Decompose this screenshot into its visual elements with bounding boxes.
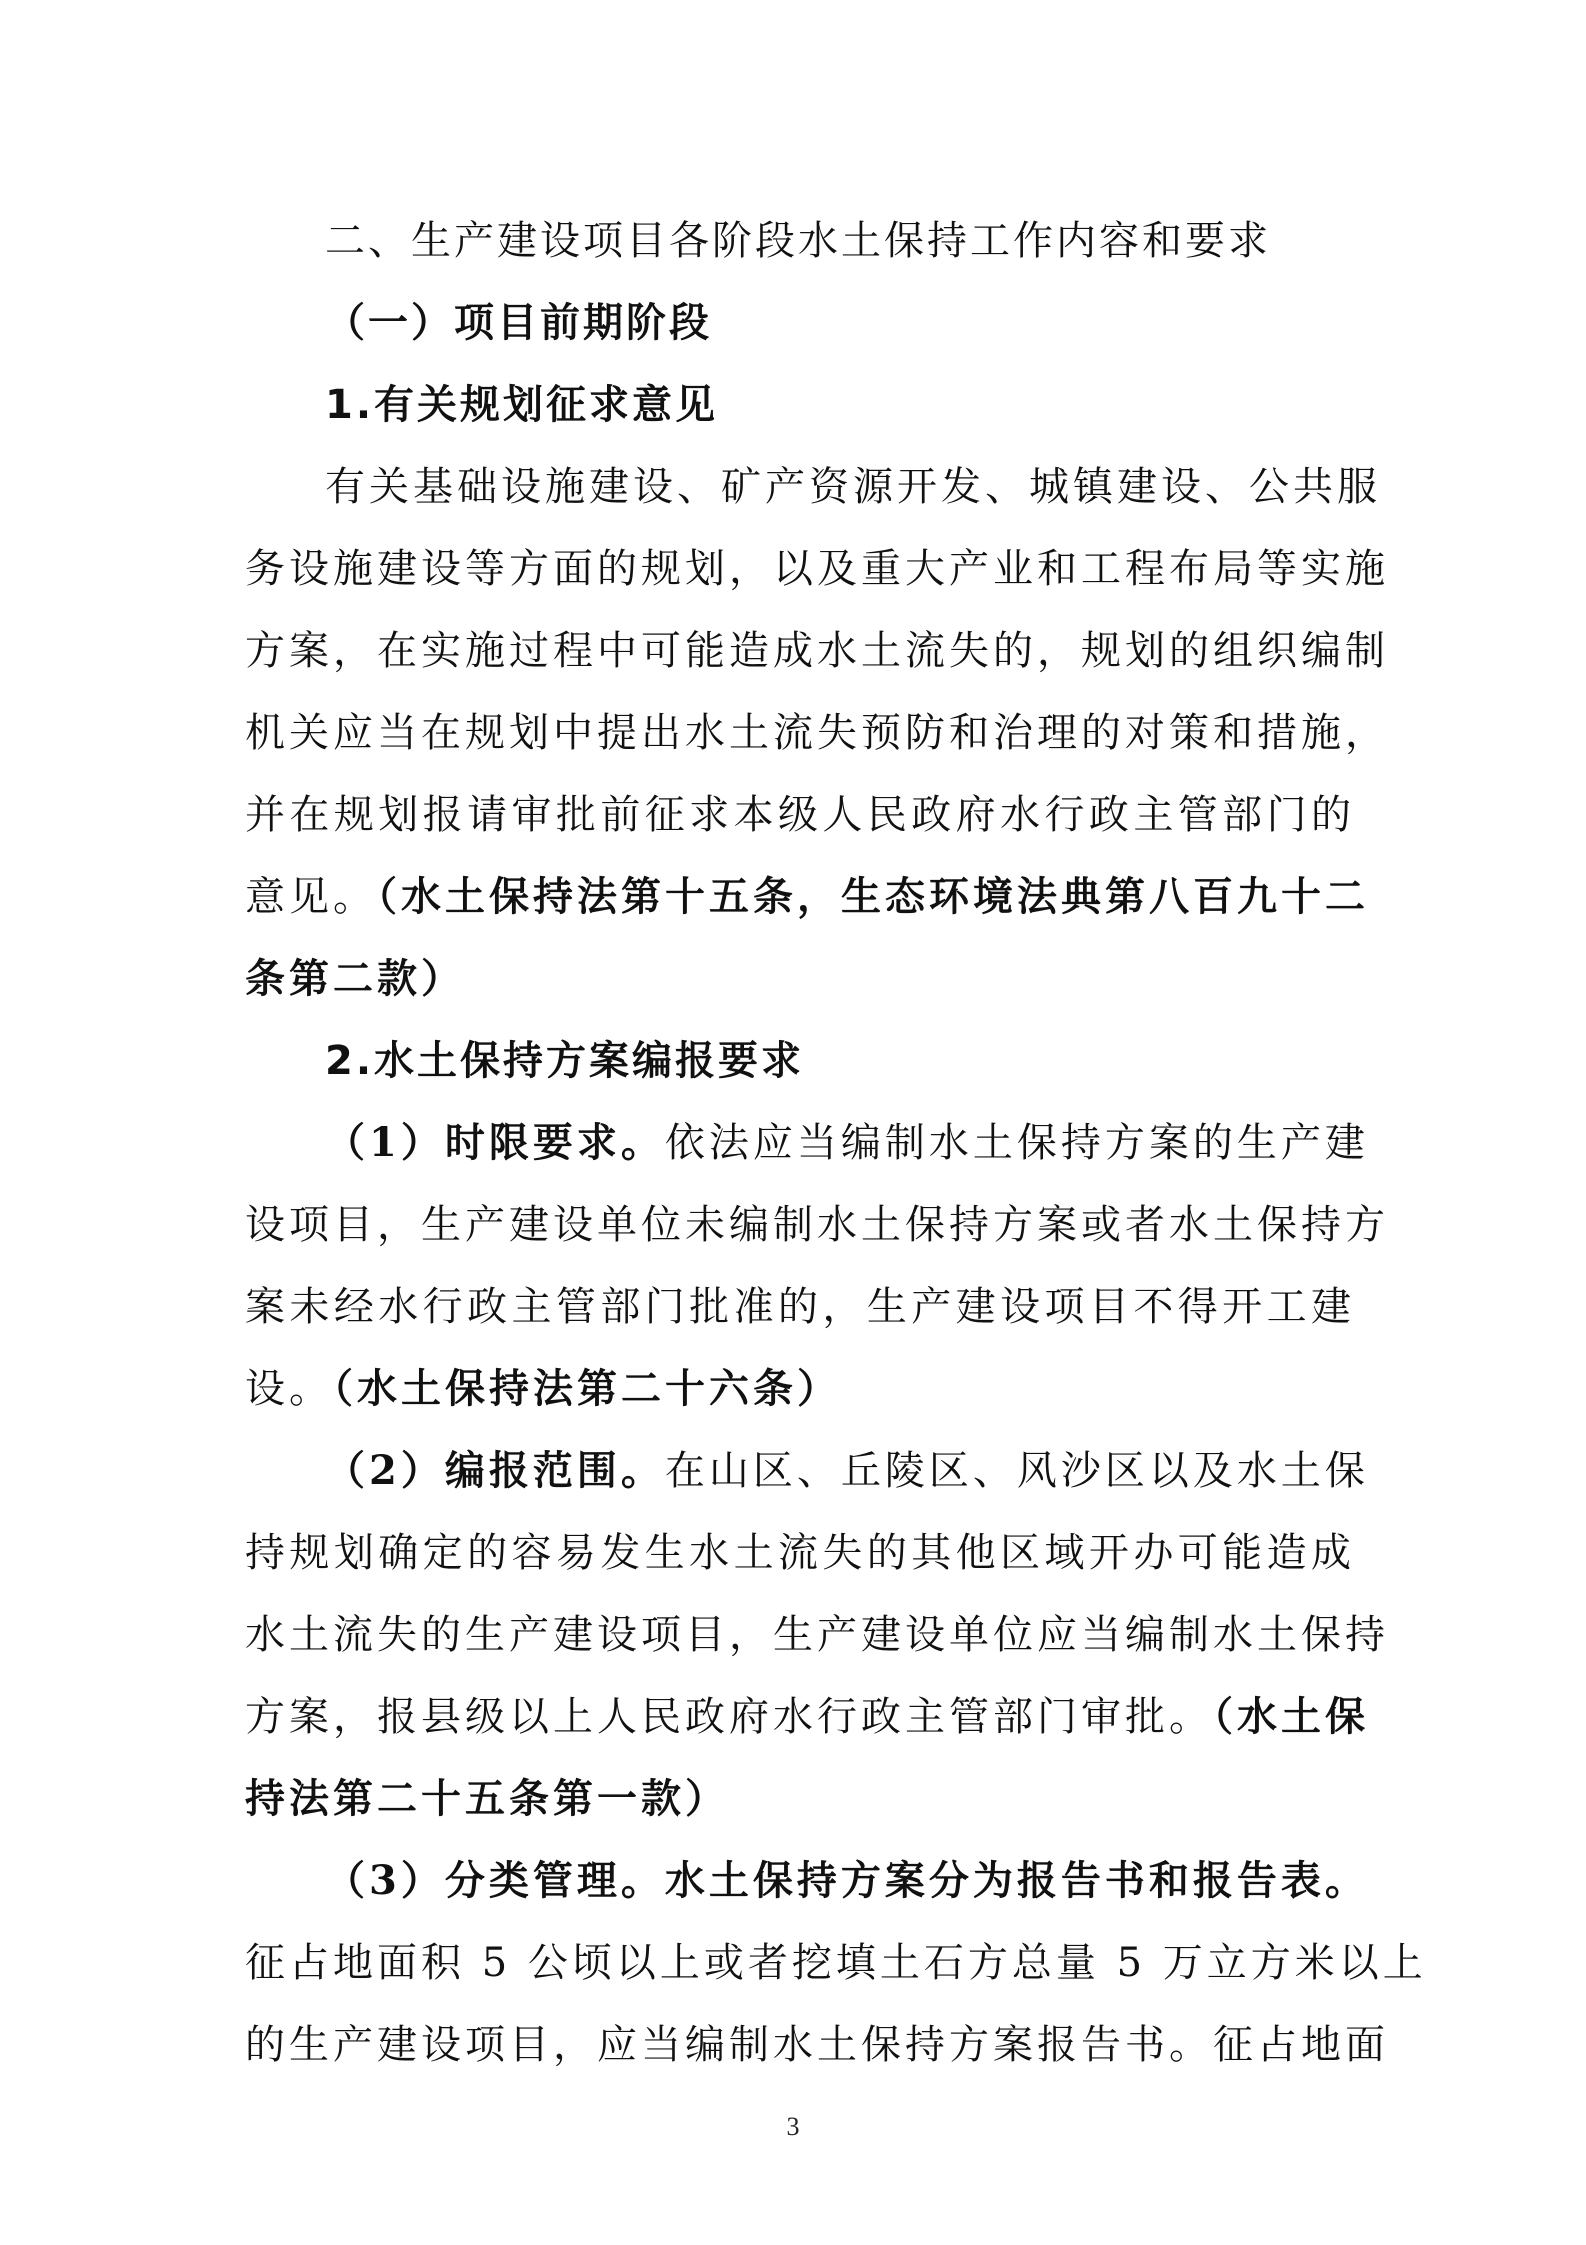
clause-title-line: （3）分类管理。水土保持方案分为报告书和报告表。 (325, 1857, 1369, 1904)
clause-title: （1）时限要求。 (325, 1119, 665, 1166)
legal-citation: （水土保持法第二十六条） (333, 1365, 841, 1412)
item-heading-2: 2.水土保持方案编报要求 (325, 1038, 805, 1084)
paragraph-text: 方案，报县级以上人民政府水行政主管部门审批。 (245, 1694, 1213, 1740)
paragraph-line: 方案，在实施过程中可能造成水土流失的，规划的组织编制 (245, 628, 1389, 674)
item-heading-1: 1.有关规划征求意见 (325, 382, 719, 428)
paragraph-line: 持规划确定的容易发生水土流失的其他区域开办可能造成 (245, 1530, 1355, 1576)
paragraph-line: 案未经水行政主管部门批准的，生产建设项目不得开工建 (245, 1284, 1355, 1330)
paragraph-text: 依法应当编制水土保持方案的生产建 (664, 1120, 1369, 1166)
paragraph-line (245, 856, 1369, 938)
page-number: 3 (786, 2112, 800, 2141)
paragraph-line: 务设施建设等方面的规划，以及重大产业和工程布局等实施 (245, 546, 1389, 592)
paragraph-text: 意见。 (245, 874, 377, 920)
legal-citation-line: 条第二款） (245, 955, 465, 1002)
paragraph-line: 并在规划报请审批前征求本级人民政府水行政主管部门的 (245, 792, 1355, 838)
paragraph-line: 征占地面积 5 公顷以上或者挖填土石方总量 5 万立方米以上 (245, 1940, 1427, 1986)
paragraph-line (245, 1348, 1355, 1430)
paragraph-text: 设。 (245, 1366, 333, 1412)
paragraph-line (245, 1102, 1369, 1184)
paragraph-line: 的生产建设项目，应当编制水土保持方案报告书。征占地面 (245, 2022, 1389, 2068)
paragraph-line (245, 1676, 1369, 1758)
clause-title: （2）编报范围。 (325, 1447, 665, 1494)
section-heading: 二、生产建设项目各阶段水土保持工作内容和要求 (325, 218, 1271, 264)
subsection-heading: （一）项目前期阶段 (325, 300, 712, 346)
paragraph-line: 设项目，生产建设单位未编制水土保持方案或者水土保持方 (245, 1202, 1389, 1248)
legal-citation-line: 持法第二十五条第一款） (245, 1775, 729, 1822)
legal-citation: （水土保 (1213, 1693, 1369, 1740)
legal-citation: （水土保持法第十五条，生态环境法典第八百九十二 (377, 873, 1369, 920)
paragraph-line: 水土流失的生产建设项目，生产建设单位应当编制水土保持 (245, 1612, 1389, 1658)
paragraph-line: 有关基础设施建设、矿产资源开发、城镇建设、公共服 (325, 464, 1381, 510)
paragraph-line: 机关应当在规划中提出水土流失预防和治理的对策和措施， (245, 710, 1389, 756)
paragraph-line (245, 1430, 1369, 1512)
document-body (245, 200, 1427, 2086)
paragraph-text: 在山区、丘陵区、风沙区以及水土保 (664, 1448, 1369, 1494)
